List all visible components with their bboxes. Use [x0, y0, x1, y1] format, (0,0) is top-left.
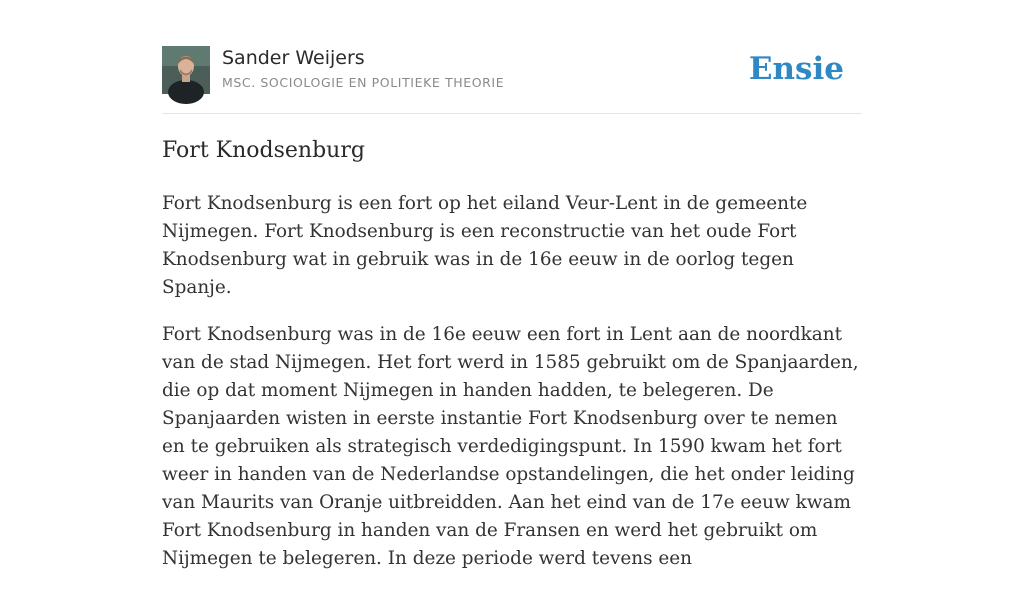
article-body [162, 190, 862, 592]
brand-logo[interactable]: Ensie [748, 51, 844, 87]
article-title: Fort Knodsenburg [162, 138, 365, 163]
article-paragraph: Fort Knodsenburg is een fort op het eiland Veur-Lent in de gemeente Nijmegen. Fort Knodsenburg is een reconstructie van het oude Fort Knodsenburg wat in gebruik was in de 16e eeuw in de oorlog tegen Spanje. [162, 193, 808, 298]
article-paragraph: Fort Knodsenburg was in de 16e eeuw een fort in Lent aan de noordkant van de stad Nijmegen. Het fort werd in 1585 gebruikt om de Spanjaarden, die op dat moment Nijmegen in handen hadden, te belegeren. De Spanjaarden wisten in eerste instantie Fort Knodsenburg over te nemen en te gebruiken als strategisch verdedigingspunt. In 1590 kwam het fort weer in handen van de Nederlandse opstandelingen, die het onder leiding van Maurits van Oranje uitbreidden. Aan het eind van de 17e eeuw kwam Fort Knodsenburg in handen van de Fransen en werd het gebruikt om Nijmegen te belegeren. In deze periode werd tevens een [162, 324, 859, 569]
author-name[interactable]: Sander Weijers [222, 47, 365, 69]
avatar[interactable] [162, 46, 210, 94]
author-title: MSC. SOCIOLOGIE EN POLITIEKE THEORIE [222, 75, 505, 90]
avatar-portrait-icon [162, 46, 210, 94]
author-header [162, 46, 862, 96]
header-divider [162, 113, 862, 114]
